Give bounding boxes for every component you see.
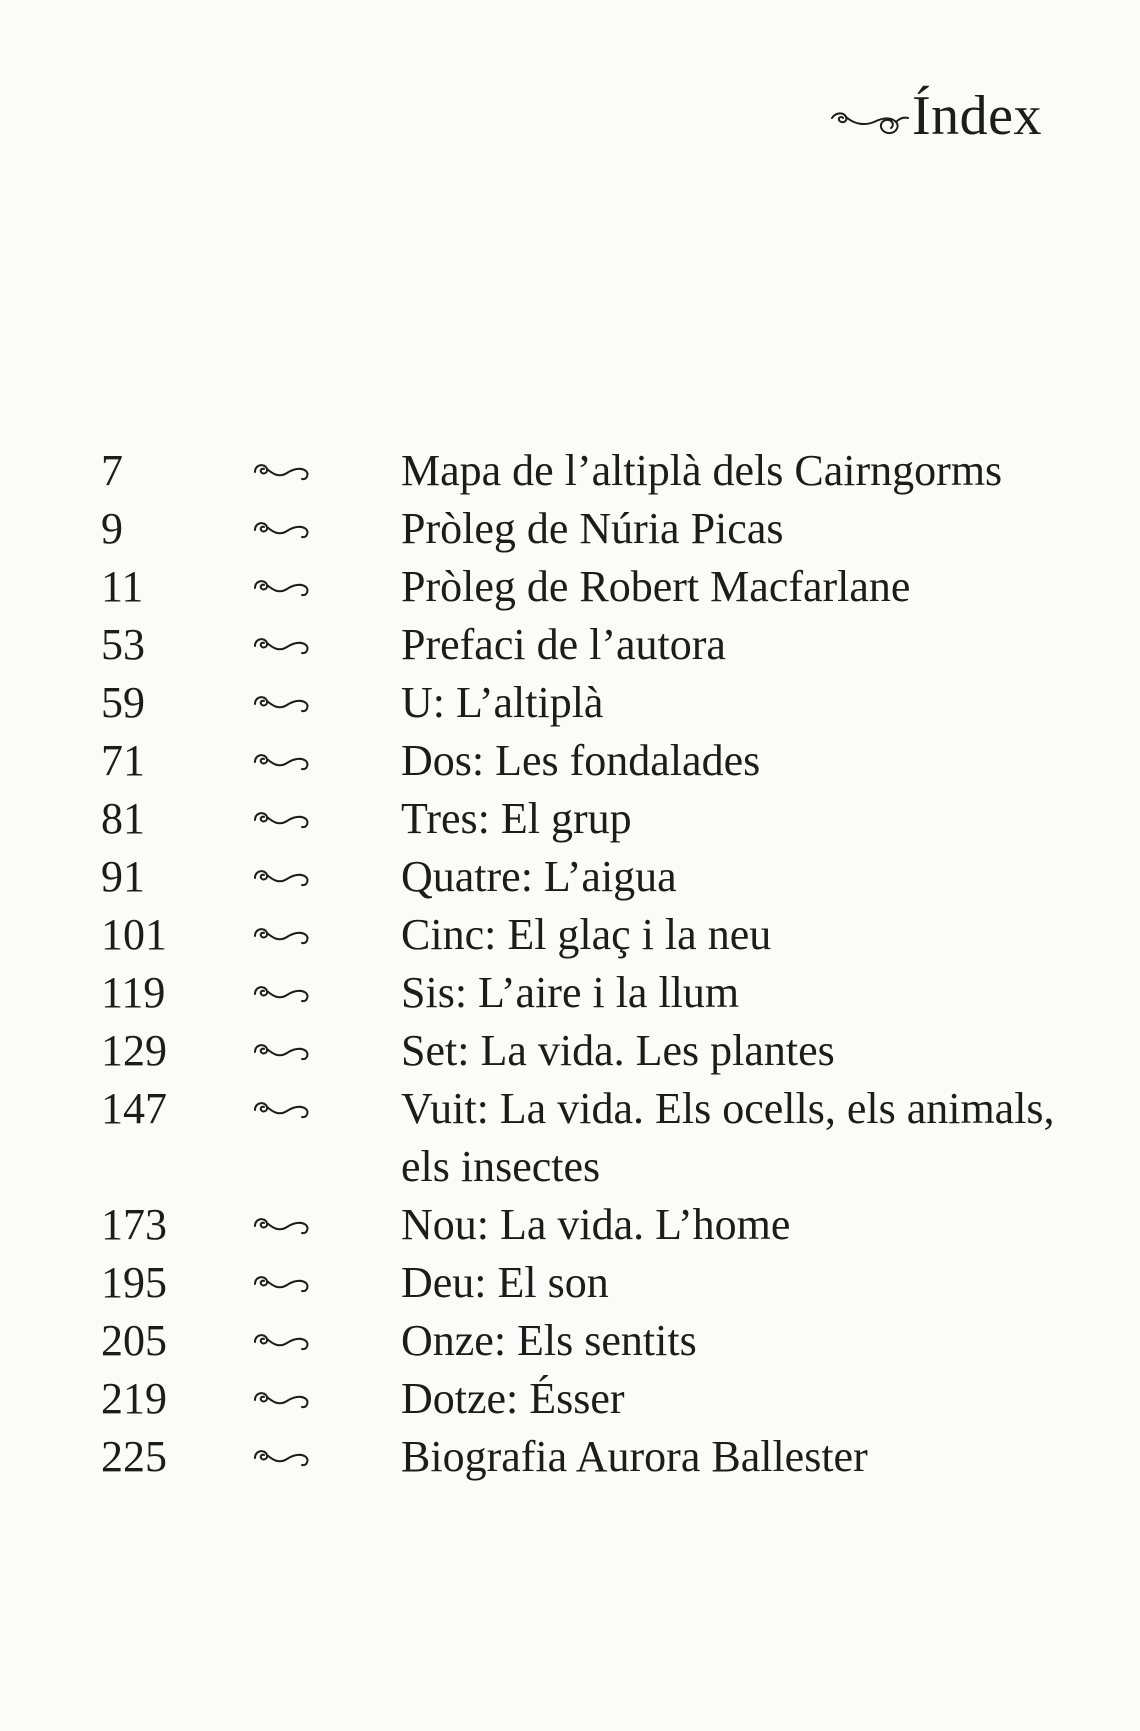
swirl-ornament-icon (201, 442, 401, 500)
toc-entry (0, 1080, 1140, 1196)
toc-entry (0, 558, 1140, 616)
swirl-ornament-icon (201, 1022, 401, 1080)
table-of-contents (0, 442, 1140, 1486)
swirl-ornament-icon (201, 1196, 401, 1254)
page-title (830, 85, 1042, 147)
swirl-ornament-icon (201, 1428, 401, 1486)
swirl-ornament-icon (201, 848, 401, 906)
swirl-ornament-icon (201, 790, 401, 848)
toc-entry (0, 442, 1140, 500)
toc-page-number: 205 (101, 1316, 167, 1365)
toc-page-number: 173 (101, 1200, 167, 1249)
toc-page-number: 147 (101, 1084, 167, 1133)
toc-entry-title: Pròleg de Núria Picas (401, 504, 784, 553)
swirl-ornament-icon (201, 616, 401, 674)
swirl-ornament-icon (201, 1312, 401, 1370)
toc-entry (0, 674, 1140, 732)
swirl-ornament-icon (201, 732, 401, 790)
toc-entry-title: U: L’altiplà (401, 678, 604, 727)
toc-page-number: 9 (101, 504, 123, 553)
toc-entry (0, 790, 1140, 848)
toc-entry (0, 848, 1140, 906)
swirl-ornament-icon (201, 964, 401, 1022)
toc-entry (0, 1428, 1140, 1486)
toc-page-number: 7 (101, 446, 123, 495)
title-text: Índex (911, 85, 1042, 147)
toc-page-number: 195 (101, 1258, 167, 1307)
toc-entry (0, 1312, 1140, 1370)
toc-page-number: 101 (101, 910, 167, 959)
toc-entry (0, 1022, 1140, 1080)
toc-entry (0, 1254, 1140, 1312)
toc-page-number: 53 (101, 620, 145, 669)
toc-page-number: 129 (101, 1026, 167, 1075)
swirl-ornament-icon (201, 1254, 401, 1312)
toc-entry-title: Set: La vida. Les plantes (401, 1026, 835, 1075)
swirl-ornament-icon (201, 1080, 401, 1138)
toc-entry-title: Dotze: Ésser (401, 1374, 625, 1423)
toc-entry (0, 1196, 1140, 1254)
swirl-ornament-icon (201, 1370, 401, 1428)
toc-page-number: 71 (101, 736, 145, 785)
toc-entry (0, 500, 1140, 558)
toc-entry (0, 1370, 1140, 1428)
toc-entry (0, 732, 1140, 790)
toc-entry-title: Deu: El son (401, 1258, 609, 1307)
toc-entry-title: Prefaci de l’autora (401, 620, 726, 669)
toc-entry-title: Dos: Les fondalades (401, 736, 761, 785)
toc-entry-title: Vuit: La vida. Els ocells, els animals, els insectes (401, 1084, 1055, 1191)
toc-entry-title: Mapa de l’altiplà dels Cairngorms (401, 446, 1003, 495)
toc-entry-title: Tres: El grup (401, 794, 632, 843)
toc-page-number: 11 (101, 562, 144, 611)
swirl-ornament-icon (201, 906, 401, 964)
swirl-ornament-icon (201, 558, 401, 616)
toc-entry (0, 616, 1140, 674)
toc-entry-title: Biografia Aurora Ballester (401, 1432, 868, 1481)
toc-entry (0, 906, 1140, 964)
toc-page-number: 219 (101, 1374, 167, 1423)
toc-page-number: 119 (101, 968, 166, 1017)
toc-entry-title: Cinc: El glaç i la neu (401, 910, 772, 959)
toc-entry-title: Onze: Els sentits (401, 1316, 697, 1365)
toc-page-number: 225 (101, 1432, 167, 1481)
toc-entry-title: Pròleg de Robert Macfarlane (401, 562, 911, 611)
toc-entry-title: Quatre: L’aigua (401, 852, 677, 901)
toc-page-number: 59 (101, 678, 145, 727)
swirl-ornament-icon (201, 500, 401, 558)
toc-entry-title: Nou: La vida. L’home (401, 1200, 791, 1249)
toc-page-number: 81 (101, 794, 145, 843)
toc-entry-title: Sis: L’aire i la llum (401, 968, 740, 1017)
scroll-flourish-icon (830, 104, 910, 138)
swirl-ornament-icon (201, 674, 401, 732)
toc-entry (0, 964, 1140, 1022)
toc-page-number: 91 (101, 852, 145, 901)
